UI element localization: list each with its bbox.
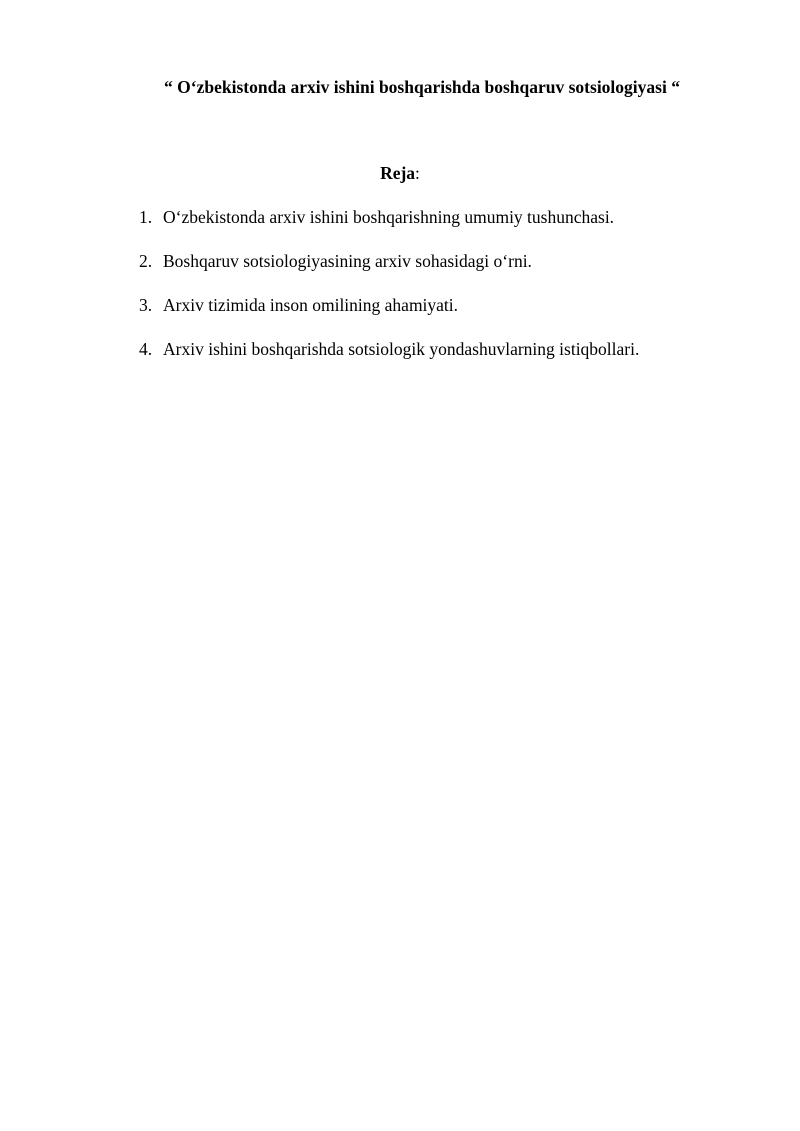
plan-item-4: [139, 338, 639, 360]
plan-item-1: [139, 206, 639, 228]
plan-item-text: Arxiv ishini boshqarishda sotsiologik yondashuvlarning istiqbollari.: [163, 339, 640, 359]
plan-item-number: 4.: [139, 339, 153, 359]
plan-heading-label: Reja: [380, 163, 416, 183]
plan-item-text: O‘zbekistonda arxiv ishini boshqarishning umumiy tushunchasi.: [163, 207, 615, 227]
plan-item-2: [139, 250, 639, 272]
plan-item-number: 3.: [139, 295, 153, 315]
document-title: “ O‘zbekistonda arxiv ishini boshqarishda boshqaruv sotsiologiyasi “: [164, 77, 680, 97]
plan-heading: [0, 162, 800, 184]
plan-item-number: 2.: [139, 251, 153, 271]
plan-item-3: [139, 294, 639, 316]
plan-item-text: Boshqaruv sotsiologiyasining arxiv sohasidagi o‘rni.: [163, 251, 532, 271]
plan-list: [139, 206, 639, 382]
plan-item-number: 1.: [139, 207, 153, 227]
plan-heading-colon: :: [415, 163, 420, 183]
plan-item-text: Arxiv tizimida inson omilining ahamiyati.: [163, 295, 459, 315]
